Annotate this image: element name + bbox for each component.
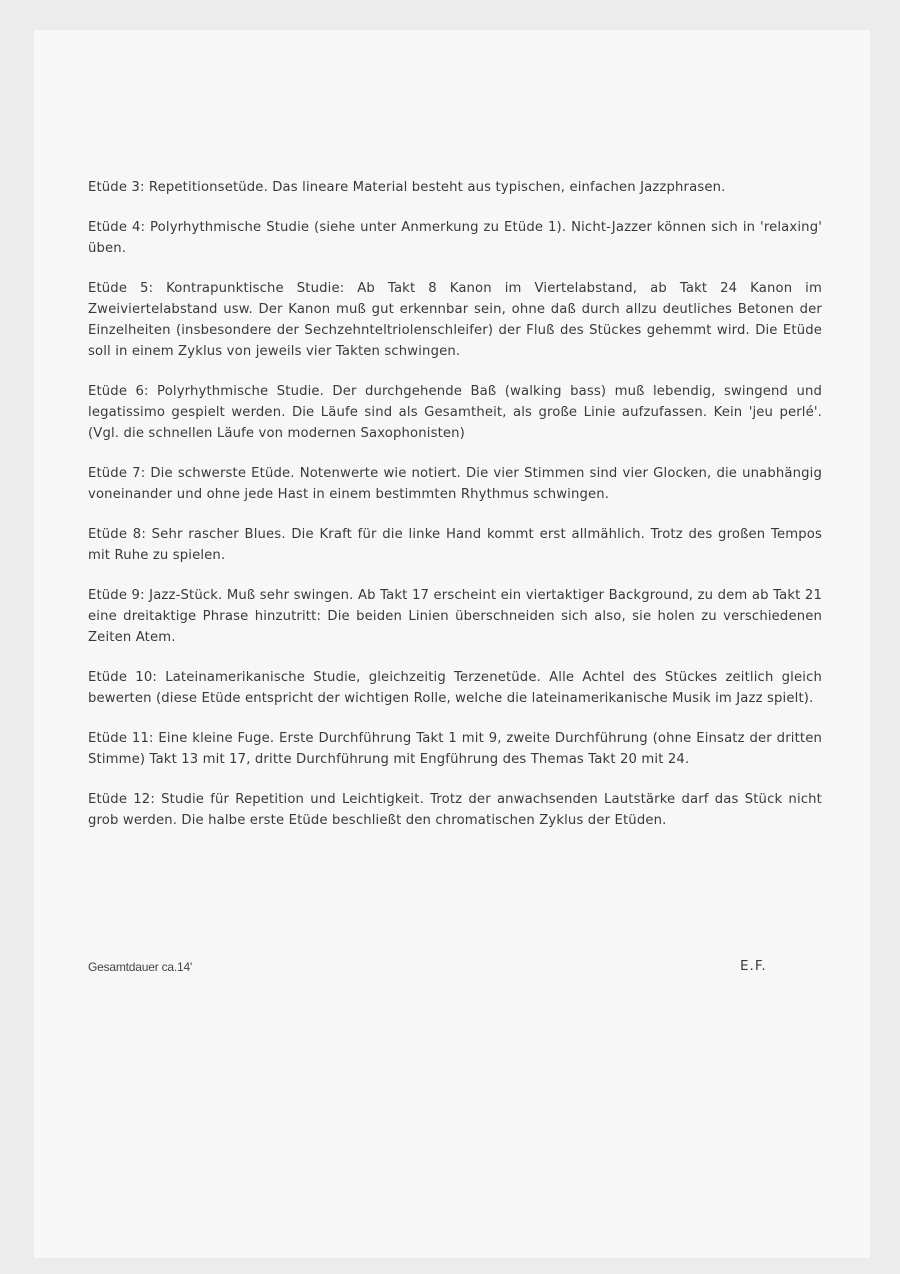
- note-etude-10: Etüde 10: Lateinamerikanische Studie, gleichzeitig Terzenetüde. Alle Achtel des Stückes zeitlich gleich bewerten (diese Etüde entspricht der wichtigen Rolle, welche die lateinamerikanische Musik im Jazz spielt).: [88, 670, 822, 706]
- note-etude-5: Etüde 5: Kontrapunktische Studie: Ab Takt 8 Kanon im Viertelabstand, ab Takt 24 Kanon im Zweiviertelabstand usw. Der Kanon muß gut erkennbar sein, ohne daß durch allzu deutliches Betonen der Einzelheiten (insbesondere der Sechzehnteltriolenschleifer) der Fluß des Stückes gehemmt wird. Die Etüde soll in einem Zyklus von jeweils vier Takten schwingen.: [88, 281, 822, 359]
- note-etude-6: Etüde 6: Polyrhythmische Studie. Der durchgehende Baß (walking bass) muß lebendig, swingend und legatissimo gespielt werden. Die Läufe sind als Gesamtheit, als große Linie aufzufassen. Kein 'jeu perlé'. (Vgl. die schnellen Läufe von modernen Saxophonisten): [88, 384, 822, 441]
- note-etude-4: Etüde 4: Polyrhythmische Studie (siehe unter Anmerkung zu Etüde 1). Nicht-Jazzer können sich in 'relaxing' üben.: [88, 220, 822, 256]
- total-duration: Gesamtdauer ca.14': [88, 960, 193, 974]
- note-etude-12: Etüde 12: Studie für Repetition und Leichtigkeit. Trotz der anwachsenden Lautstärke darf das Stück nicht grob werden. Die halbe erste Etüde beschließt den chromatischen Zyklus der Etüden.: [88, 792, 822, 828]
- author-initials: E.F.: [740, 958, 767, 974]
- note-etude-3: Etüde 3: Repetitionsetüde. Das lineare Material besteht aus typischen, einfachen Jazzphrasen.: [88, 180, 726, 195]
- note-etude-11: Etüde 11: Eine kleine Fuge. Erste Durchführung Takt 1 mit 9, zweite Durchführung (ohne Einsatz der dritten Stimme) Takt 13 mit 17, dritte Durchführung mit Engführung des Themas Takt 20 mit 24.: [88, 731, 822, 767]
- note-etude-7: Etüde 7: Die schwerste Etüde. Notenwerte wie notiert. Die vier Stimmen sind vier Glocken, die unabhängig voneinander und ohne jede Hast in einem bestimmten Rhythmus schwingen.: [88, 466, 822, 502]
- note-etude-9: Etüde 9: Jazz-Stück. Muß sehr swingen. Ab Takt 17 erscheint ein viertaktiger Background, zu dem ab Takt 21 eine dreitaktige Phrase hinzutritt: Die beiden Linien überschneiden sich also, sie holen zu verschiedenen Zeiten Atem.: [88, 588, 822, 645]
- notes-body: [88, 177, 822, 850]
- note-etude-8: Etüde 8: Sehr rascher Blues. Die Kraft für die linke Hand kommt erst allmählich. Trotz des großen Tempos mit Ruhe zu spielen.: [88, 527, 822, 563]
- footer: [88, 960, 822, 980]
